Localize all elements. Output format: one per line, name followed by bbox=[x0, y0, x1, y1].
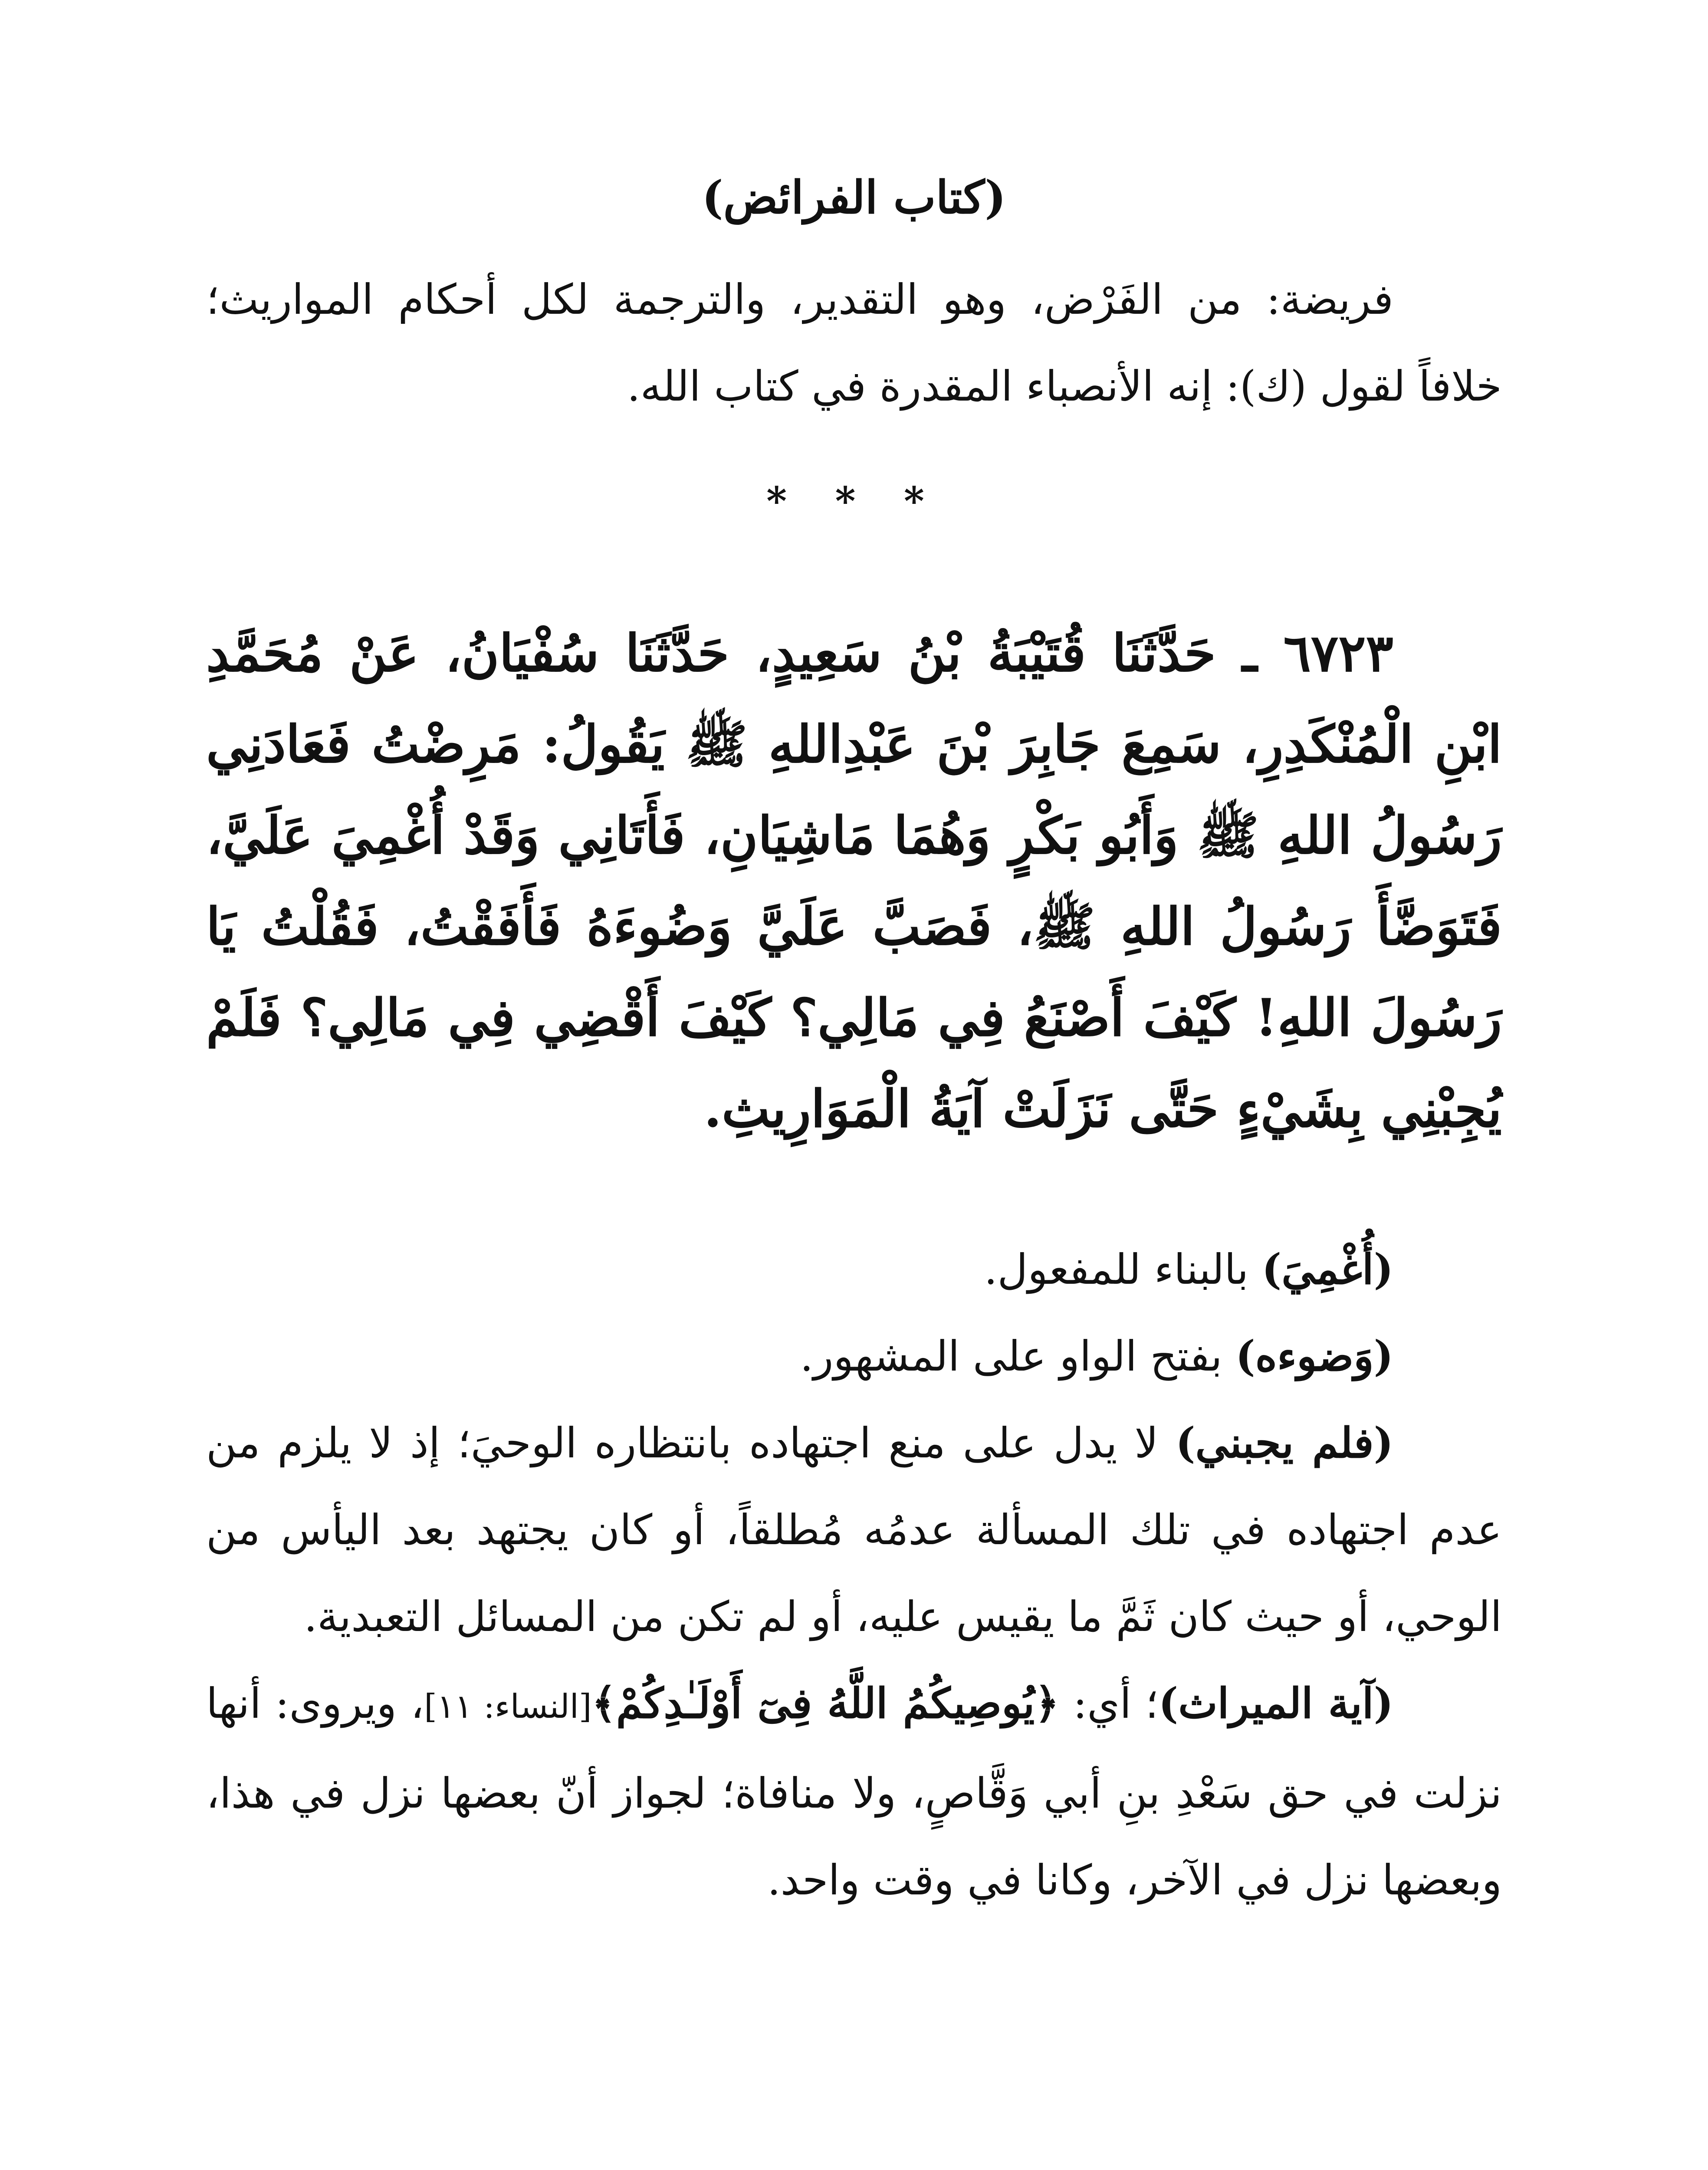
note-paragraph bbox=[206, 1660, 1502, 1923]
note-text: لا يدل على منع اجتهاده بانتظاره الوحيَ؛ إذ لا يلزم من عدم اجتهاده في تلك المسألة عدمُه مُطلقاً، أو كان يجتهد بعد اليأس من الوحي، أو حيث كان ثَمَّ ما يقيس عليه، أو لم تكن من المسائل التعبدية. bbox=[206, 1419, 1502, 1641]
note-term: (فلم يجبني) bbox=[1176, 1418, 1393, 1467]
chapter-heading: (كتاب الفرائض) bbox=[702, 171, 1006, 224]
note-paragraph bbox=[206, 1226, 1502, 1313]
note-text: بالبناء للمفعول. bbox=[984, 1245, 1262, 1294]
note-term: (آية الميراث) bbox=[1158, 1679, 1394, 1728]
note-lead: ؛ أي: bbox=[1059, 1679, 1159, 1728]
note-text: ، ويروى: أنها نزلت في حق سَعْدِ بنِ أبي وَقَّاصٍ، ولا منافاة؛ لجواز أنّ بعضها نزل في هذا، وبعضها نزل في الآخر، وكانا في وقت واحد. bbox=[206, 1679, 1502, 1904]
quran-verse: ﴿يُوصِيكُمُ اللَّهُ فِىٓ أَوْلَـٰدِكُمْ﴾ bbox=[591, 1679, 1059, 1728]
quran-reference: [النساء: ١١] bbox=[424, 1687, 592, 1726]
note-paragraph bbox=[206, 1400, 1502, 1660]
hadith-text: ٦٧٢٣ ـ حَدَّثَنَا قُتَيْبَةُ بْنُ سَعِيدٍ، حَدَّثَنَا سُفْيَانُ، عَنْ مُحَمَّدِ ابْنِ الْمُنْكَدِرِ، سَمِعَ جَابِرَ بْنَ عَبْدِاللهِ ﷺ يَقُولُ: مَرِضْتُ فَعَادَنِي رَسُولُ اللهِ ﷺ وَأَبُو بَكْرٍ وَهُمَا مَاشِيَانِ، فَأَتَانِي وَقَدْ أُغْمِيَ عَلَيَّ، فَتَوَضَّأَ رَسُولُ اللهِ ﷺ، فَصَبَّ عَلَيَّ وَضُوءَهُ فَأَفَقْتُ، فَقُلْتُ يَا رَسُولَ اللهِ! كَيْفَ أَصْنَعُ فِي مَالِي؟ كَيْفَ أَقْضِي فِي مَالِي؟ فَلَمْ يُجِبْنِي بِشَيْءٍ حَتَّى نَزَلَتْ آيَةُ الْمَوَارِيثِ. bbox=[206, 623, 1502, 1139]
note-term: (وَضوءه) bbox=[1235, 1332, 1393, 1381]
note-paragraph bbox=[206, 1313, 1502, 1400]
note-term: (أُغْمِيَ) bbox=[1261, 1245, 1393, 1294]
intro-paragraph: فريضة: من الفَرْض، وهو التقدير، والترجمة لكل أحكام المواريث؛ خلافاً لقول (ك): إنه الأنصباء المقدرة في كتاب الله. bbox=[206, 275, 1502, 411]
section-separator: * * * bbox=[766, 478, 942, 524]
note-text: بفتح الواو على المشهور. bbox=[800, 1332, 1236, 1381]
